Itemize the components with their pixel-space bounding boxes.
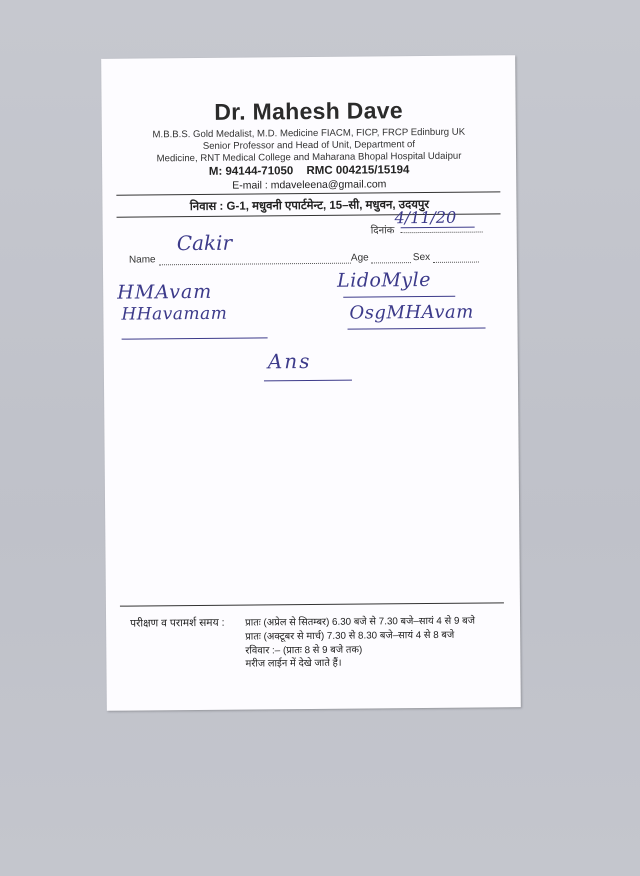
right-underline-stroke-2 — [348, 327, 486, 329]
right-underline-stroke-1 — [343, 296, 455, 298]
handwritten-patient-name: Cakir — [176, 230, 233, 256]
mobile-number: M: 94144-71050 — [208, 165, 294, 178]
left-underline-stroke — [122, 337, 268, 339]
handwritten-note-left-2: HHavamam — [121, 303, 228, 325]
date-field-line — [401, 231, 483, 233]
consultation-hours-line-2: प्रातः (अक्टूबर से मार्च) 7.30 से 8.30 बजे–सायं 4 से 8 बजे — [245, 629, 455, 643]
contact-row — [102, 163, 516, 179]
residence-address: निवास : G-1, मधुवनी एपार्टमेन्ट, 15–सी, मधुवन, उदयपुर — [189, 198, 430, 214]
handwritten-date: 4/11/20 — [394, 207, 457, 228]
age-field-line — [371, 262, 411, 263]
center-underline-stroke — [264, 380, 352, 382]
prescription-page — [101, 55, 521, 711]
doctor-name: Dr. Mahesh Dave — [214, 97, 404, 125]
name-field-line — [159, 263, 351, 266]
sex-field-line — [433, 262, 479, 263]
consultation-hours-line-3: रविवार :– (प्रातः 8 से 9 बजे तक) — [245, 644, 363, 657]
email: E-mail : mdaveleena@gmail.com — [232, 178, 387, 192]
rmc-number: RMC 004215/15194 — [306, 164, 410, 178]
footer-divider — [120, 602, 504, 606]
handwritten-note-right-2: OsgMHAvam — [349, 301, 474, 324]
credentials-line-1: M.B.B.S. Gold Medalist, M.D. Medicine FIACM, FICP, FRCP Edinburg UK — [152, 126, 466, 141]
name-label: Name — [128, 254, 156, 266]
credentials-line-3: Medicine, RNT Medical College and Maharana Bhopal Hospital Udaipur — [156, 150, 462, 165]
handwritten-note-left-1: HMAvam — [117, 280, 213, 304]
handwritten-note-right-1: LidoMyle — [337, 268, 432, 292]
date-pen-stroke — [401, 227, 475, 229]
age-label: Age — [350, 252, 369, 264]
consultation-hours-line-4: मरीज लाईन में देखे जाते हैं। — [245, 657, 342, 670]
sex-label: Sex — [412, 251, 431, 264]
consultation-hours-label: परीक्षण व परामर्श समय : — [130, 616, 225, 630]
credentials-line-2: Senior Professor and Head of Unit, Department of — [202, 139, 416, 152]
consultation-hours-line-1: प्रातः (अप्रेल से सितम्बर) 6.30 बजे से 7.30 बजे–सायं 4 से 9 बजे — [245, 615, 476, 629]
handwritten-note-center: Ans — [267, 348, 312, 374]
date-label: दिनांक — [370, 225, 395, 237]
